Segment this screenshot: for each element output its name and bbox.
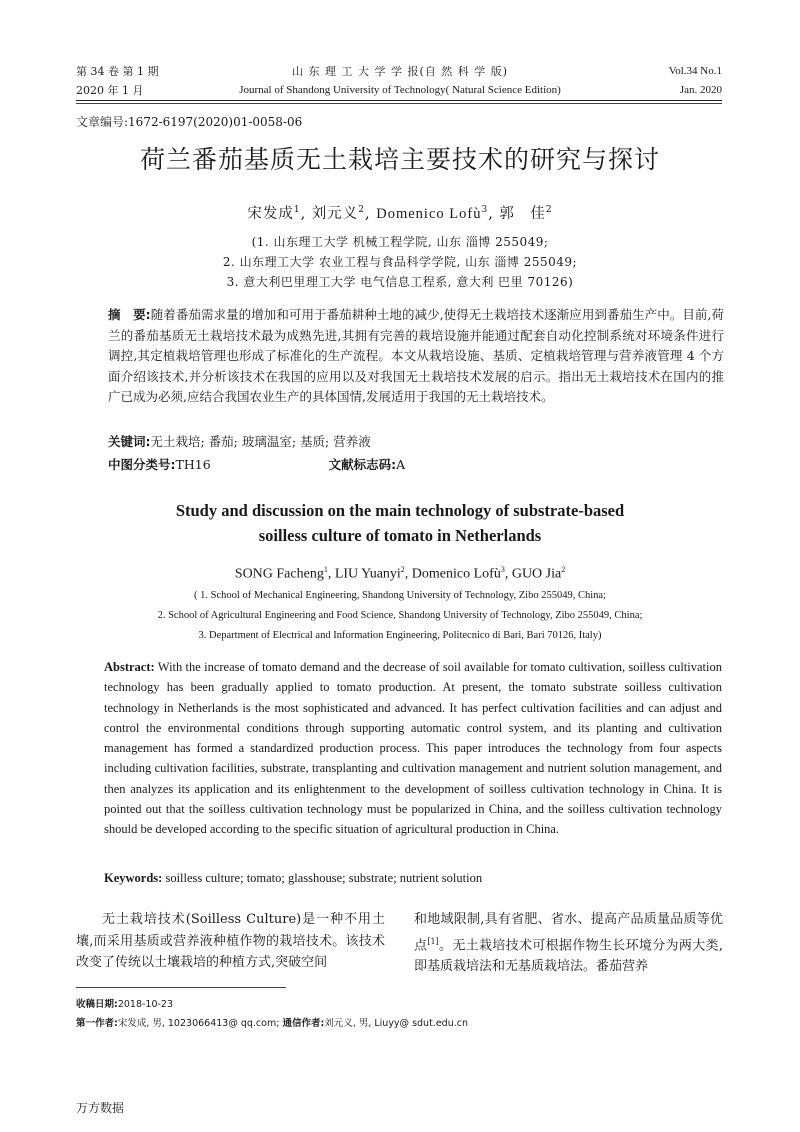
abstract-en-text: With the increase of tomato demand and the decrease of soil available for tomato cultivation, soilless cultivation technology has been gradually applied to tomato production. At present, the tomato substrate soilless cultivation technology in Netherlands is the most sophisticated and advanced. It has perfect cultivation facilities and can adjust and control the environmental conditions through supporting automatic control system, and its planting and cultivation management has formed a standardized production process. This paper introduces the technology from four aspects including cultivation facilities, substrate, transplanting and cultivation management and nutrient solution management, and then analyzes its application and its enlightenment to the development of soilless cultivation technology in China. It is pointed out that the soilless cultivation technology must be popularized in China, and the soilless cultivation technology should be developed according to the specific situation of agricultural production in China. (104, 660, 722, 837)
affiliation-en-1: ( 1. School of Mechanical Engineering, Shandong University of Technology, Zibo 255049, China; (194, 590, 606, 601)
author-separator: , (504, 566, 512, 582)
paper-title-cn: 荷兰番茄基质无土栽培主要技术的研究与探讨 (139, 145, 660, 174)
author-affiliation-mark: 2 (545, 205, 553, 216)
author-list-en (0, 565, 800, 583)
author-affiliation-mark: 3 (500, 565, 505, 574)
author-name: 宋发成 (247, 206, 294, 222)
received-value: 2018-10-23 (117, 999, 174, 1010)
citation-ref: [1] (427, 936, 439, 946)
doc-code-value: A (396, 457, 406, 472)
author-separator: , (488, 206, 500, 222)
corr-author-value: 刘元义, 男, Liuyy@ sdut.edu.cn (324, 1018, 468, 1029)
article-number: 文章编号:1672-6197(2020)01-0058-06 (76, 115, 303, 129)
affiliation-en-3: 3. Department of Electrical and Information Engineering, Politecnico di Bari, Bari 70126, Italy) (198, 630, 602, 641)
paper-title-en-line2: soilless culture of tomato in Netherlands (258, 526, 542, 545)
author-name-en: GUO Jia (511, 566, 562, 582)
author-affiliation-mark: 1 (293, 205, 301, 216)
header-rule (76, 100, 722, 101)
volume-issue-en: Vol.34 No.1 (668, 65, 722, 77)
abstract-cn-text: 随着番茄需求量的增加和可用于番茄耕种土地的减少,使得无土栽培技术逐渐应用到番茄生产中。目前,荷兰的番茄基质无土栽培技术最为成熟先进,其拥有完善的栽培设施并能通过配套自动化控制系统对环境条件进行调控,其定植栽培管理也形成了标准化的生产流程。本文从栽培设施、基质、定植栽培管理与营养液管理 4 个方面介绍该技术,并分析该技术在我国的应用以及对我国无土栽培技术发展的启示。指出无土栽培技术在国内的推广已成为必须,应结合我国农业生产的具体国情,发展适用于我国的无土栽培技术。 (108, 307, 725, 404)
author-separator: , (327, 566, 335, 582)
author-separator: , (300, 206, 312, 222)
affiliation-cn-1: (1. 山东理工大学 机械工程学院, 山东 淄博 255049; (251, 235, 549, 249)
received-label: 收稿日期: (76, 999, 118, 1010)
keywords-cn-label: 关键词: (108, 434, 151, 449)
author-affiliation-mark: 3 (481, 205, 489, 216)
author-list-cn (0, 202, 800, 223)
volume-issue: 第 34 卷 第 1 期 (76, 65, 159, 78)
author-affiliation-mark: 2 (400, 565, 405, 574)
header-rule-thin (76, 103, 722, 104)
abstract-cn-label: 摘 要: (108, 307, 151, 322)
keywords-en-text: soilless culture; tomato; glasshouse; substrate; nutrient solution (165, 871, 483, 885)
keywords-en-label: Keywords: (104, 871, 163, 885)
abstract-cn (108, 305, 724, 408)
clc-value: TH16 (175, 457, 211, 472)
keywords-en (104, 871, 482, 886)
author-name: 郭 佳 (499, 206, 546, 222)
affiliation-en-2: 2. School of Agricultural Engineering and Food Science, Shandong University of Technology, Zibo 255049, China; (157, 610, 643, 621)
author-name: Domenico Lofù (376, 206, 482, 222)
footnote-rule (76, 987, 286, 988)
author-name-en: LIU Yuanyi (334, 566, 401, 582)
author-name-en: SONG Facheng (234, 566, 324, 582)
author-contact (76, 1015, 468, 1033)
body-column-right (414, 909, 723, 978)
doc-code-label: 文献标志码: (328, 457, 397, 472)
first-author-value: 宋发成, 男, 1023066413@ qq.com; (117, 1018, 280, 1029)
clc-label: 中图分类号: (108, 457, 176, 472)
author-separator: , (365, 206, 377, 222)
body-right-text-cont: 。无土栽培技术可根据作物生长环境分为两大类,即基质栽培法和无基质栽培法。番茄营养 (414, 937, 723, 975)
author-name: 刘元义 (311, 206, 359, 222)
author-affiliation-mark: 1 (323, 565, 328, 574)
issue-date: 2020 年 1 月 (76, 84, 144, 97)
keywords-cn-text: 无土栽培; 番茄; 玻璃温室; 基质; 营养液 (150, 434, 371, 449)
paper-title-en-line1: Study and discussion on the main technology of substrate-based (175, 501, 625, 520)
journal-name-en: Journal of Shandong University of Technology( Natural Science Edition) (239, 84, 561, 96)
affiliation-cn-2: 2. 山东理工大学 农业工程与食品科学学院, 山东 淄博 255049; (222, 255, 578, 269)
issue-date-en: Jan. 2020 (679, 84, 722, 96)
author-separator: , (404, 566, 412, 582)
source-watermark: 万方数据 (76, 1101, 125, 1115)
classification-line (108, 455, 724, 476)
affiliation-cn-3: 3. 意大利巴里理工大学 电气信息工程系, 意大利 巴里 70126) (226, 275, 574, 289)
author-name-en: Domenico Lofù (411, 566, 501, 582)
author-affiliation-mark: 2 (561, 565, 566, 574)
corr-author-label: 通信作者: (282, 1018, 325, 1029)
abstract-en-label: Abstract: (104, 660, 155, 674)
journal-volume-en (669, 62, 722, 100)
journal-name-cn: 山 东 理 工 大 学 学 报(自 然 科 学 版) (291, 65, 509, 78)
paper-title-en (0, 498, 800, 548)
abstract-en (104, 657, 722, 840)
author-affiliation-mark: 2 (358, 205, 366, 216)
keywords-cn (108, 432, 724, 453)
first-author-label: 第一作者: (76, 1018, 118, 1029)
body-right-text: 和地域限制,具有省肥、省水、提高产品质量品质等优点 (414, 912, 723, 953)
received-date (76, 996, 173, 1014)
body-column-left: 无土栽培技术(Soilless Culture)是一种不用土壤,而采用基质或营养液种植作物的栽培技术。该技术改变了传统以土壤栽培的种植方式,突破空间 (76, 912, 385, 970)
